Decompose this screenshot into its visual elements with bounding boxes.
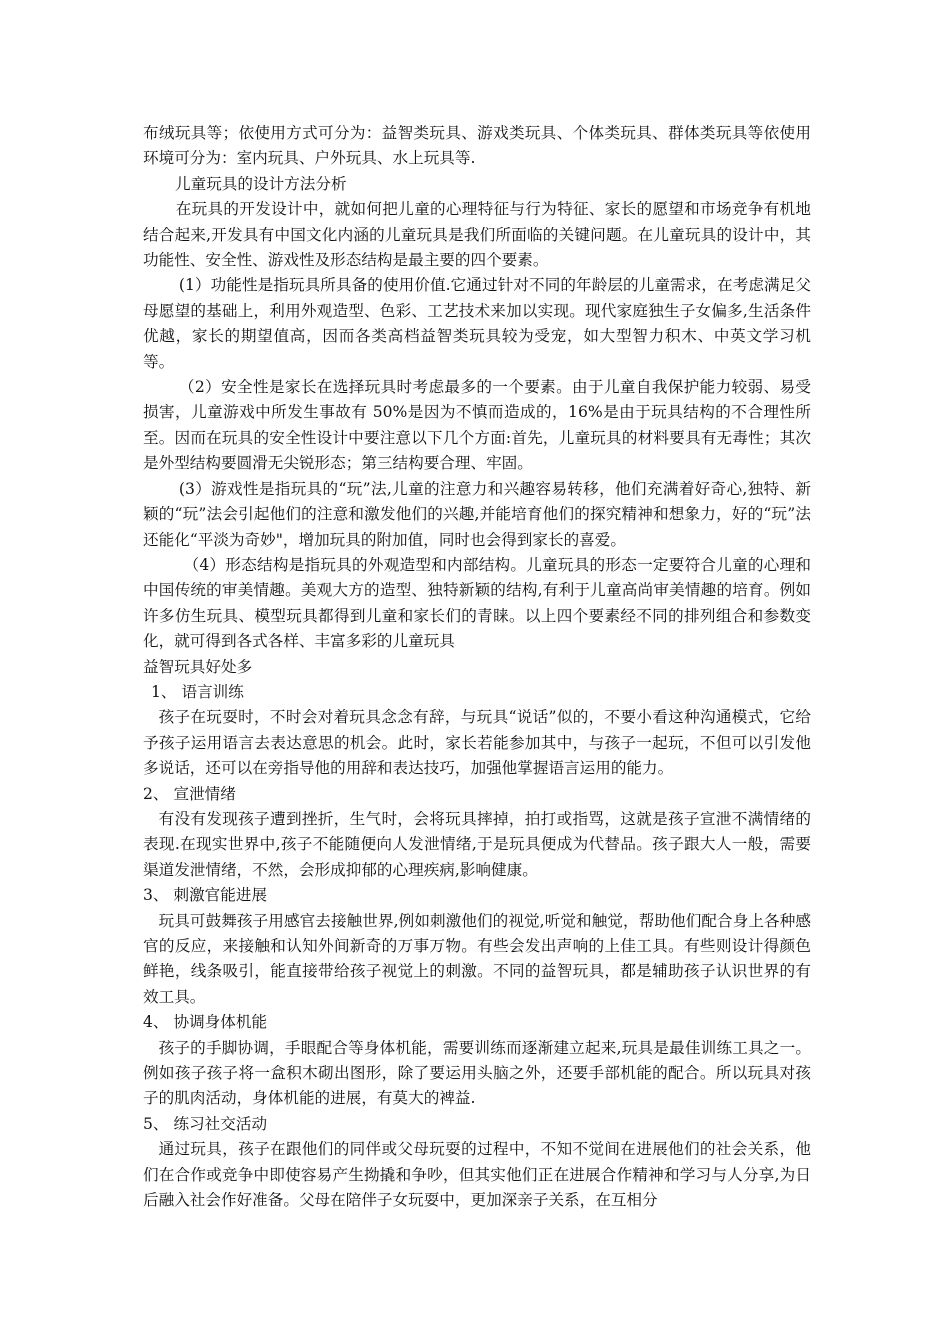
benefit-heading: 3、 刺激官能进展 xyxy=(143,886,268,905)
benefit-heading: 4、 协调身体机能 xyxy=(143,1013,268,1032)
benefit-heading: 1、 语言训练 xyxy=(151,682,244,701)
design-methods-paragraph: 在玩具的开发设计中，就如何把儿童的心理特征与行为特征、家长的愿望和市场竞争有机地结合起来,开发具有中国文化内涵的儿童玩具是我们所面临的关键问题。在儿童玩具的设计中，其功能性、安全性、游戏性及形态结构是最主要的四个要素。 xyxy=(143,200,811,270)
element-safety: （2）安全性是家长在选择玩具时考虑最多的一个要素。由于儿童自我保护能力较弱、易受损害，儿童游戏中所发生事故有 50%是因为不慎而造成的，16%是由于玩具结构的不合理性所至。因而在玩具的安全性设计中要注意以下几个方面:首先，儿童玩具的材料要具有无毒性；其次是外型结构要圆滑无尖锐形态；第三结构要合理、牢固。 xyxy=(143,378,811,473)
benefit-heading: 5、 练习社交活动 xyxy=(143,1114,268,1133)
benefit-text: 通过玩具，孩子在跟他们的同伴或父母玩耍的过程中，不知不觉间在进展他们的社会关系，他们在合作或竞争中即使容易产生拗撬和争吵，但其实他们正在进展合作精神和学习与人分享,为日后融入社会作好准备。父母在陪伴子女玩耍中，更加深亲子关系，在互相分 xyxy=(143,1140,811,1210)
benefit-text: 有没有发现孩子遭到挫折，生气时，会将玩具摔掉，拍打或指骂，这就是孩子宣泄不满情绪的表现.在现实世界中,孩子不能随便向人发泄情绪,于是玩具便成为代替品。孩子跟大人一般，需要渠道发泄情绪，不然，会形成抑郁的心理疾病,影响健康。 xyxy=(143,809,811,879)
benefit-text: 孩子的手脚协调，手眼配合等身体机能，需要训练而逐渐建立起来,玩具是最佳训练工具之一。例如孩子孩子将一盒积木砌出图形，除了要运用头脑之外，还要手部机能的配合。所以玩具对孩子的肌肉活动，身体机能的进展，有莫大的裨益. xyxy=(143,1038,811,1108)
section-title-benefits: 益智玩具好处多 xyxy=(143,657,253,676)
element-form-structure: （4）形态结构是指玩具的外观造型和内部结构。儿童玩具的形态一定要符合儿童的心理和中国传统的审美情趣。美观大方的造型、独特新颖的结构,有利于儿童高尚审美情趣的培育。例如许多仿生玩具、模型玩具都得到儿童和家长们的青睐。以上四个要素经不同的排列组合和参数变化，就可得到各式各样、丰富多彩的儿童玩具 xyxy=(143,555,811,651)
element-functionality: (1）功能性是指玩具所具备的使用价值.它通过针对不同的年龄层的儿童需求，在考虑满足父母愿望的基础上，利用外观造型、色彩、工艺技术来加以实现。现代家庭独生子女偏多,生活条件优越，家长的期望值高，因而各类高档益智类玩具较为受宠，如大型智力积木、中英文学习机等。 xyxy=(143,276,811,371)
benefit-heading: 2、 宣泄情绪 xyxy=(143,784,236,803)
benefit-text: 孩子在玩耍时，不时会对着玩具念念有辞，与玩具“说话”似的，不要小看这种沟通模式，它给予孩子运用语言去表达意思的机会。此时，家长若能参加其中，与孩子一起玩，不但可以引发他多说话，还可以在旁指导他的用辞和表达技巧，加强他掌握语言运用的能力。 xyxy=(143,708,811,778)
benefit-text: 玩具可鼓舞孩子用感官去接触世界,例如刺激他们的视觉,听觉和触觉，帮助他们配合身上各种感官的反应，来接触和认知外间新奇的万事万物。有些会发出声响的上佳工具。有些则设计得颜色鲜艳，线条吸引，能直接带给孩子视觉上的刺激。不同的益智玩具，都是辅助孩子认识世界的有效工具。 xyxy=(143,911,811,1006)
section-title-design-methods: 儿童玩具的设计方法分析 xyxy=(175,174,347,193)
intro-paragraph: 布绒玩具等；依使用方式可分为：益智类玩具、游戏类玩具、个体类玩具、群体类玩具等依使用环境可分为：室内玩具、户外玩具、水上玩具等. xyxy=(143,124,811,168)
element-playability: (3）游戏性是指玩具的“玩”法,儿童的注意力和兴趣容易转移，他们充满着好奇心,独特、新颖的“玩”法会引起他们的注意和激发他们的兴趣,并能培育他们的探究精神和想象力，好的“玩”法还能化“平淡为奇妙"，增加玩具的附加值，同时也会得到家长的喜爱。 xyxy=(143,479,811,549)
document-page xyxy=(143,121,811,1213)
